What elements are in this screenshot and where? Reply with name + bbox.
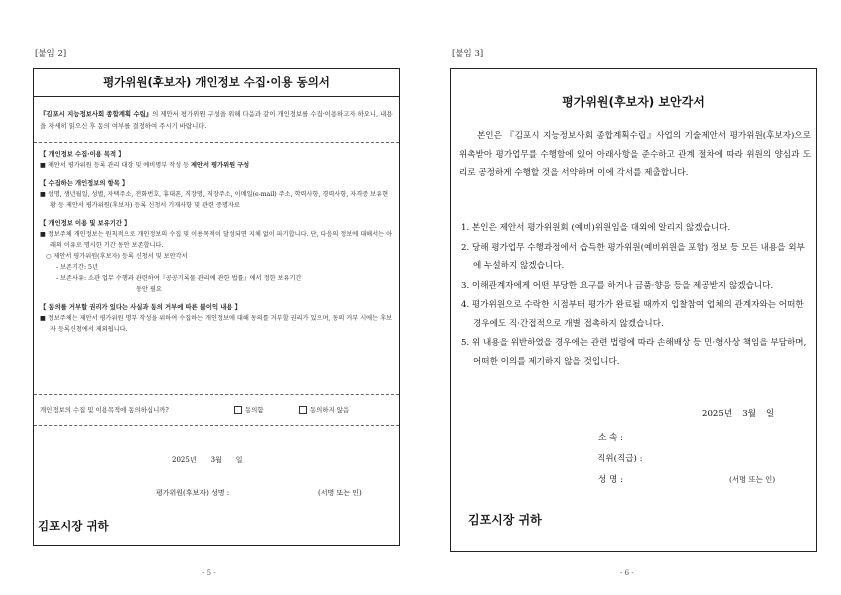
pledge-date-month: 3월 <box>742 409 756 419</box>
agree-label: 동의함 <box>245 406 264 414</box>
consent-date-month: 3월 <box>210 456 222 464</box>
pledge-item: 4. 평가위원으로 수락한 시점부터 평가가 완료될 때까지 입찰참여 업체의 관계자와는 어떠한 경우에도 직·간접적으로 개별 접촉하지 않겠습니다. <box>461 300 804 329</box>
purpose-text-plain: ■ 제안서 평가위원 등록 관리 대장 및 예비명부 작성 등 <box>40 162 192 169</box>
items-heading: 【 수집하는 개인정보의 항목 】 <box>40 180 129 187</box>
disagree-label: 동의하지 않음 <box>310 406 350 414</box>
consent-sign-note: (서명 또는 인) <box>318 489 362 497</box>
consent-question: 개인정보의 수집 및 이용목적에 동의하십니까? <box>40 406 169 414</box>
consent-date-day: 일 <box>235 456 243 464</box>
consent-recipient: 김포시장 귀하 <box>38 519 109 533</box>
dept-field <box>598 431 650 443</box>
pledge-item: 2. 당해 평가업무 수행과정에서 습득한 평가위원(예비위원을 포함) 정보 등 모든 내용을 외부에 누설하지 않겠습니다. <box>461 242 805 271</box>
disagree-checkbox[interactable] <box>299 406 307 414</box>
refusal-heading: 【 동의를 거부할 권리가 있다는 사실과 동의 거부에 따른 불이익 내용 】 <box>40 304 241 311</box>
consent-date <box>172 455 257 465</box>
annex-label-3: [붙임 3] <box>452 49 484 59</box>
pledge-date-year: 2025년 <box>702 409 733 419</box>
consent-intro-text: 의 제안서 평가위원 구성을 위해 다음과 같이 개인정보를 수집·이용하고자 하오니, 내용을 자세히 읽으신 후 동의 여부를 결정하여 주시기 바랍니다. <box>40 110 393 130</box>
purpose-text <box>40 160 393 171</box>
pledge-item: 3. 이해관계자에게 어떤 부당한 요구를 하거나 금품·향응 등을 제공받지 않겠습니다. <box>461 280 774 291</box>
consent-signature <box>156 488 386 498</box>
security-pledge <box>450 68 817 552</box>
page-number-5: - 5 - <box>202 569 216 577</box>
agree-option[interactable] <box>234 395 264 425</box>
retention-period: - 보존기간: 5년 <box>56 264 98 271</box>
pledge-sign-note: (서명 또는 인) <box>729 475 776 484</box>
position-field <box>597 452 649 464</box>
consent-intro-project: 『김포시 지능정보사회 종합계획 수립』 <box>40 110 153 118</box>
disagree-option[interactable] <box>299 395 349 425</box>
purpose-heading: 【 개인정보 수집·이용 목적 】 <box>40 151 125 158</box>
name-field <box>598 473 650 485</box>
page-number-6: - 6 - <box>620 569 634 577</box>
items-text: ■ 성명, 생년월일, 성별, 자택주소, 전화번호, 휴대폰, 직장명, 직장주소, 이메일(e-mail) 주소, 학력사항, 경력사항, 자격증 보유현황 등 제안서 평가위원(후보자) 등록 신청서 기재사항 및 관련 증명자료 <box>40 191 389 209</box>
consent-form <box>33 68 400 546</box>
agree-checkbox[interactable] <box>234 406 242 414</box>
annex-label-2: [붙임 2] <box>35 49 67 59</box>
retention-heading: 【 개인정보 이용 및 보유기간 】 <box>40 220 131 227</box>
consent-date-year: 2025년 <box>172 456 197 464</box>
consent-question-row <box>34 394 399 426</box>
retention-text: ■ 정보주체 개인정보는 원칙적으로 개인정보의 수집 및 이용목적이 달성되면 지체 없이 파기합니다. 단, 다음의 정보에 대해서는 아래의 이유로 명시한 기간 동안 보존합니다. <box>40 231 393 249</box>
retention-item: ○ 제안서 평가위원(후보자) 등록 신청서 및 보안각서 <box>46 253 188 260</box>
pledge-items <box>461 219 811 372</box>
retention-reason: - 보존사유: 소관 업무 수행과 관련하여『공공기록물 관리에 관한 법률』에서 정한 보유기간 <box>56 275 302 282</box>
pledge-intro: 본인은 『김포시 지능정보사회 종합계획수립』사업의 기술제안서 평가위원(후보자)으로 위촉받아 평가업무를 수행함에 있어 아래사항을 준수하고 관계 절차에 따라 위원의 양심과 도리로 공정하게 수행할 것을 서약하며 이에 각서를 제출합니다. <box>459 131 811 178</box>
name-label: 성 명 : <box>598 475 623 485</box>
pledge-title: 평가위원(후보자) 보안각서 <box>562 95 705 109</box>
refusal-text: ■ 정보주체는 제안서 평가위원 명부 작성을 위하여 수집하는 개인정보에 대해 동의를 거부할 권리가 있으며, 동의 거부 시에는 후보자 등록신청에서 제외됩니다. <box>40 315 393 333</box>
consent-sign-label: 평가위원(후보자) 성명 : <box>156 489 230 497</box>
pledge-item: 1. 본인은 제안서 평가위원회 (예비)위원임을 대외에 알리지 않겠습니다. <box>461 223 731 233</box>
position-label: 직위(직급) : <box>597 454 643 464</box>
pledge-date-day: 일 <box>765 409 775 419</box>
purpose-text-bold: 제안서 평가위원 구성 <box>191 162 250 169</box>
pledge-recipient: 김포시장 귀하 <box>468 513 542 527</box>
consent-form-title: 평가위원(후보자) 개인정보 수집·이용 동의서 <box>34 69 399 97</box>
dept-label: 소 속 : <box>598 433 623 443</box>
pledge-date <box>702 407 784 419</box>
consent-body <box>34 143 399 394</box>
pledge-item: 5. 위 내용을 위반하였을 경우에는 관련 법령에 따라 손해배상 등 민·형사상 책임을 부담하며, 어떠한 이의를 제기하지 않을 것입니다. <box>461 338 807 367</box>
consent-intro <box>34 97 399 143</box>
retention-reason-cont: 동안 필요 <box>136 286 162 293</box>
